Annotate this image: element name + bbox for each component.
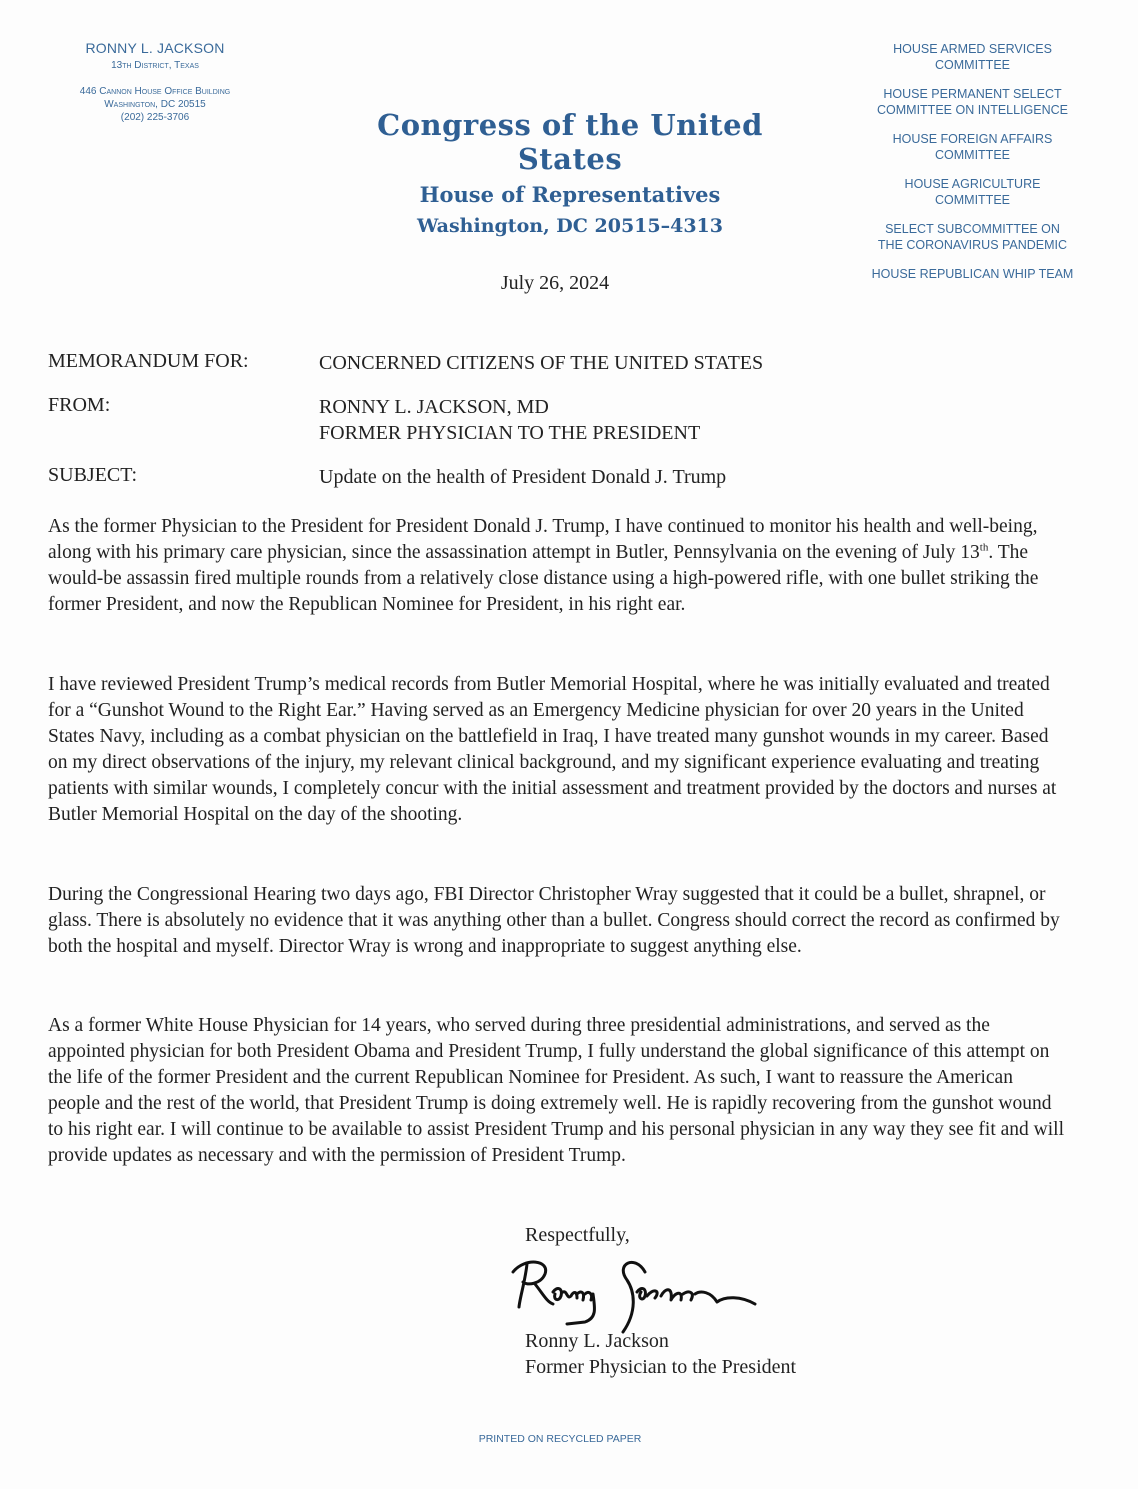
letterhead-address: Washington, DC 20515–4313 bbox=[416, 215, 723, 237]
committee-list bbox=[855, 42, 1090, 297]
body-paragraph-4 bbox=[48, 1013, 1068, 1169]
committee-line: HOUSE AGRICULTURE bbox=[904, 177, 1041, 191]
committee-line: SELECT SUBCOMMITTEE ON bbox=[885, 222, 1060, 236]
paragraph-text: As a former White House Physician for 14 years, who served during three presidential administrations, and served as the appointed physician for both President Obama and President Trump, I fully understand the global significance of this attempt on the life of the former President and the current Republican Nominee for President. As such, I want to reassure the American people and the rest of the world, that President Trump is doing extremely well. He is rapidly recovering from the gunshot wound to his right ear. I will continue to be available to assist President Trump and his personal physician in any way they see fit and will provide updates as necessary and with the permission of President Trump. bbox=[48, 1015, 1064, 1166]
committee-item bbox=[855, 177, 1090, 208]
recycled-paper-notice: PRINTED ON RECYCLED PAPER bbox=[478, 1433, 642, 1445]
memo-subject-label: SUBJECT: bbox=[48, 464, 138, 486]
from-name: RONNY L. JACKSON, MD bbox=[319, 396, 549, 418]
committee-line: HOUSE FOREIGN AFFAIRS bbox=[892, 132, 1053, 146]
paragraph-text: As the former Physician to the President for President Donald J. Trump, I have continued to monitor his health and well-being, along with his primary care physician, since the assassination attempt in Butler, Pennsylvania on the evening of July 13 bbox=[48, 516, 1038, 563]
memo-subject-value: Update on the health of President Donald J. Trump bbox=[319, 466, 727, 488]
paragraph-text: During the Congressional Hearing two days ago, FBI Director Christopher Wray suggested that it could be a bullet, shrapnel, or glass. There is absolutely no evidence that it was anything other than a bullet. Congress should correct the record as confirmed by both the hospital and myself. Director Wray is wrong and inappropriate to suggest anything else. bbox=[48, 884, 1060, 957]
body-paragraph-2 bbox=[48, 672, 1068, 828]
committee-line: HOUSE REPUBLICAN WHIP TEAM bbox=[871, 267, 1074, 281]
signatory-block bbox=[525, 1328, 796, 1380]
member-name: RONNY L. JACKSON bbox=[85, 40, 225, 56]
letterhead-subtitle: House of Representatives bbox=[419, 182, 721, 207]
memo-for-label: MEMORANDUM FOR: bbox=[48, 350, 249, 372]
body-paragraph-1 bbox=[48, 514, 1068, 618]
phone-number: (202) 225-3706 bbox=[120, 112, 190, 123]
committee-line: COMMITTEE bbox=[935, 192, 1010, 207]
committee-item bbox=[855, 132, 1090, 163]
address-line: Washington, DC 20515 bbox=[104, 99, 206, 110]
memo-from-value bbox=[319, 394, 1019, 446]
committee-line: COMMITTEE bbox=[935, 147, 1010, 162]
committee-line: HOUSE PERMANENT SELECT bbox=[883, 87, 1062, 101]
member-district: 13th District, Texas bbox=[111, 60, 199, 71]
office-address bbox=[30, 85, 280, 124]
superscript: th bbox=[979, 541, 989, 554]
committee-line: THE CORONAVIRUS PANDEMIC bbox=[877, 237, 1068, 252]
signatory-name: Ronny L. Jackson bbox=[525, 1330, 669, 1352]
committee-item bbox=[855, 267, 1090, 283]
letter-date: July 26, 2024 bbox=[500, 272, 610, 294]
paragraph-text: I have reviewed President Trump’s medical records from Butler Memorial Hospital, where he was initially evaluated and treated for a “Gunshot Wound to the Right Ear.” Having served as an Emergency Medicine physician for over 20 years in the United States Navy, including as a combat physician on the battlefield in Iraq, I have treated many gunshot wounds in my career. Based on my direct observations of the injury, my relevant clinical background, and my significant experience evaluating and treating patients with similar wounds, I completely concur with the initial assessment and treatment provided by the doctors and nurses at Butler Memorial Hospital on the day of the shooting. bbox=[48, 674, 1057, 825]
letterhead-title: Congress of the United States bbox=[377, 108, 763, 176]
committee-line: COMMITTEE bbox=[935, 57, 1010, 72]
committee-item bbox=[855, 87, 1090, 118]
memo-for-value: CONCERNED CITIZENS OF THE UNITED STATES bbox=[319, 352, 764, 374]
committee-line: HOUSE ARMED SERVICES bbox=[893, 42, 1052, 56]
closing-salutation: Respectfully, bbox=[525, 1224, 630, 1246]
from-title: FORMER PHYSICIAN TO THE PRESIDENT bbox=[319, 422, 701, 444]
committee-item bbox=[855, 222, 1090, 253]
committee-line: COMMITTEE ON INTELLIGENCE bbox=[877, 102, 1068, 117]
signatory-title: Former Physician to the President bbox=[525, 1356, 797, 1378]
body-paragraph-3 bbox=[48, 882, 1068, 960]
paragraph-text: . The would-be assassin fired multiple rounds from a relatively close distance using a high-powered rifle, with one bullet striking the former President, and now the Republican Nominee for President, in his right ear. bbox=[48, 542, 1039, 615]
memo-from-label: FROM: bbox=[48, 394, 111, 416]
address-line: 446 Cannon House Office Building bbox=[79, 86, 231, 97]
committee-item bbox=[855, 42, 1090, 73]
congress-letterhead bbox=[320, 108, 820, 237]
member-letterhead bbox=[30, 40, 280, 124]
